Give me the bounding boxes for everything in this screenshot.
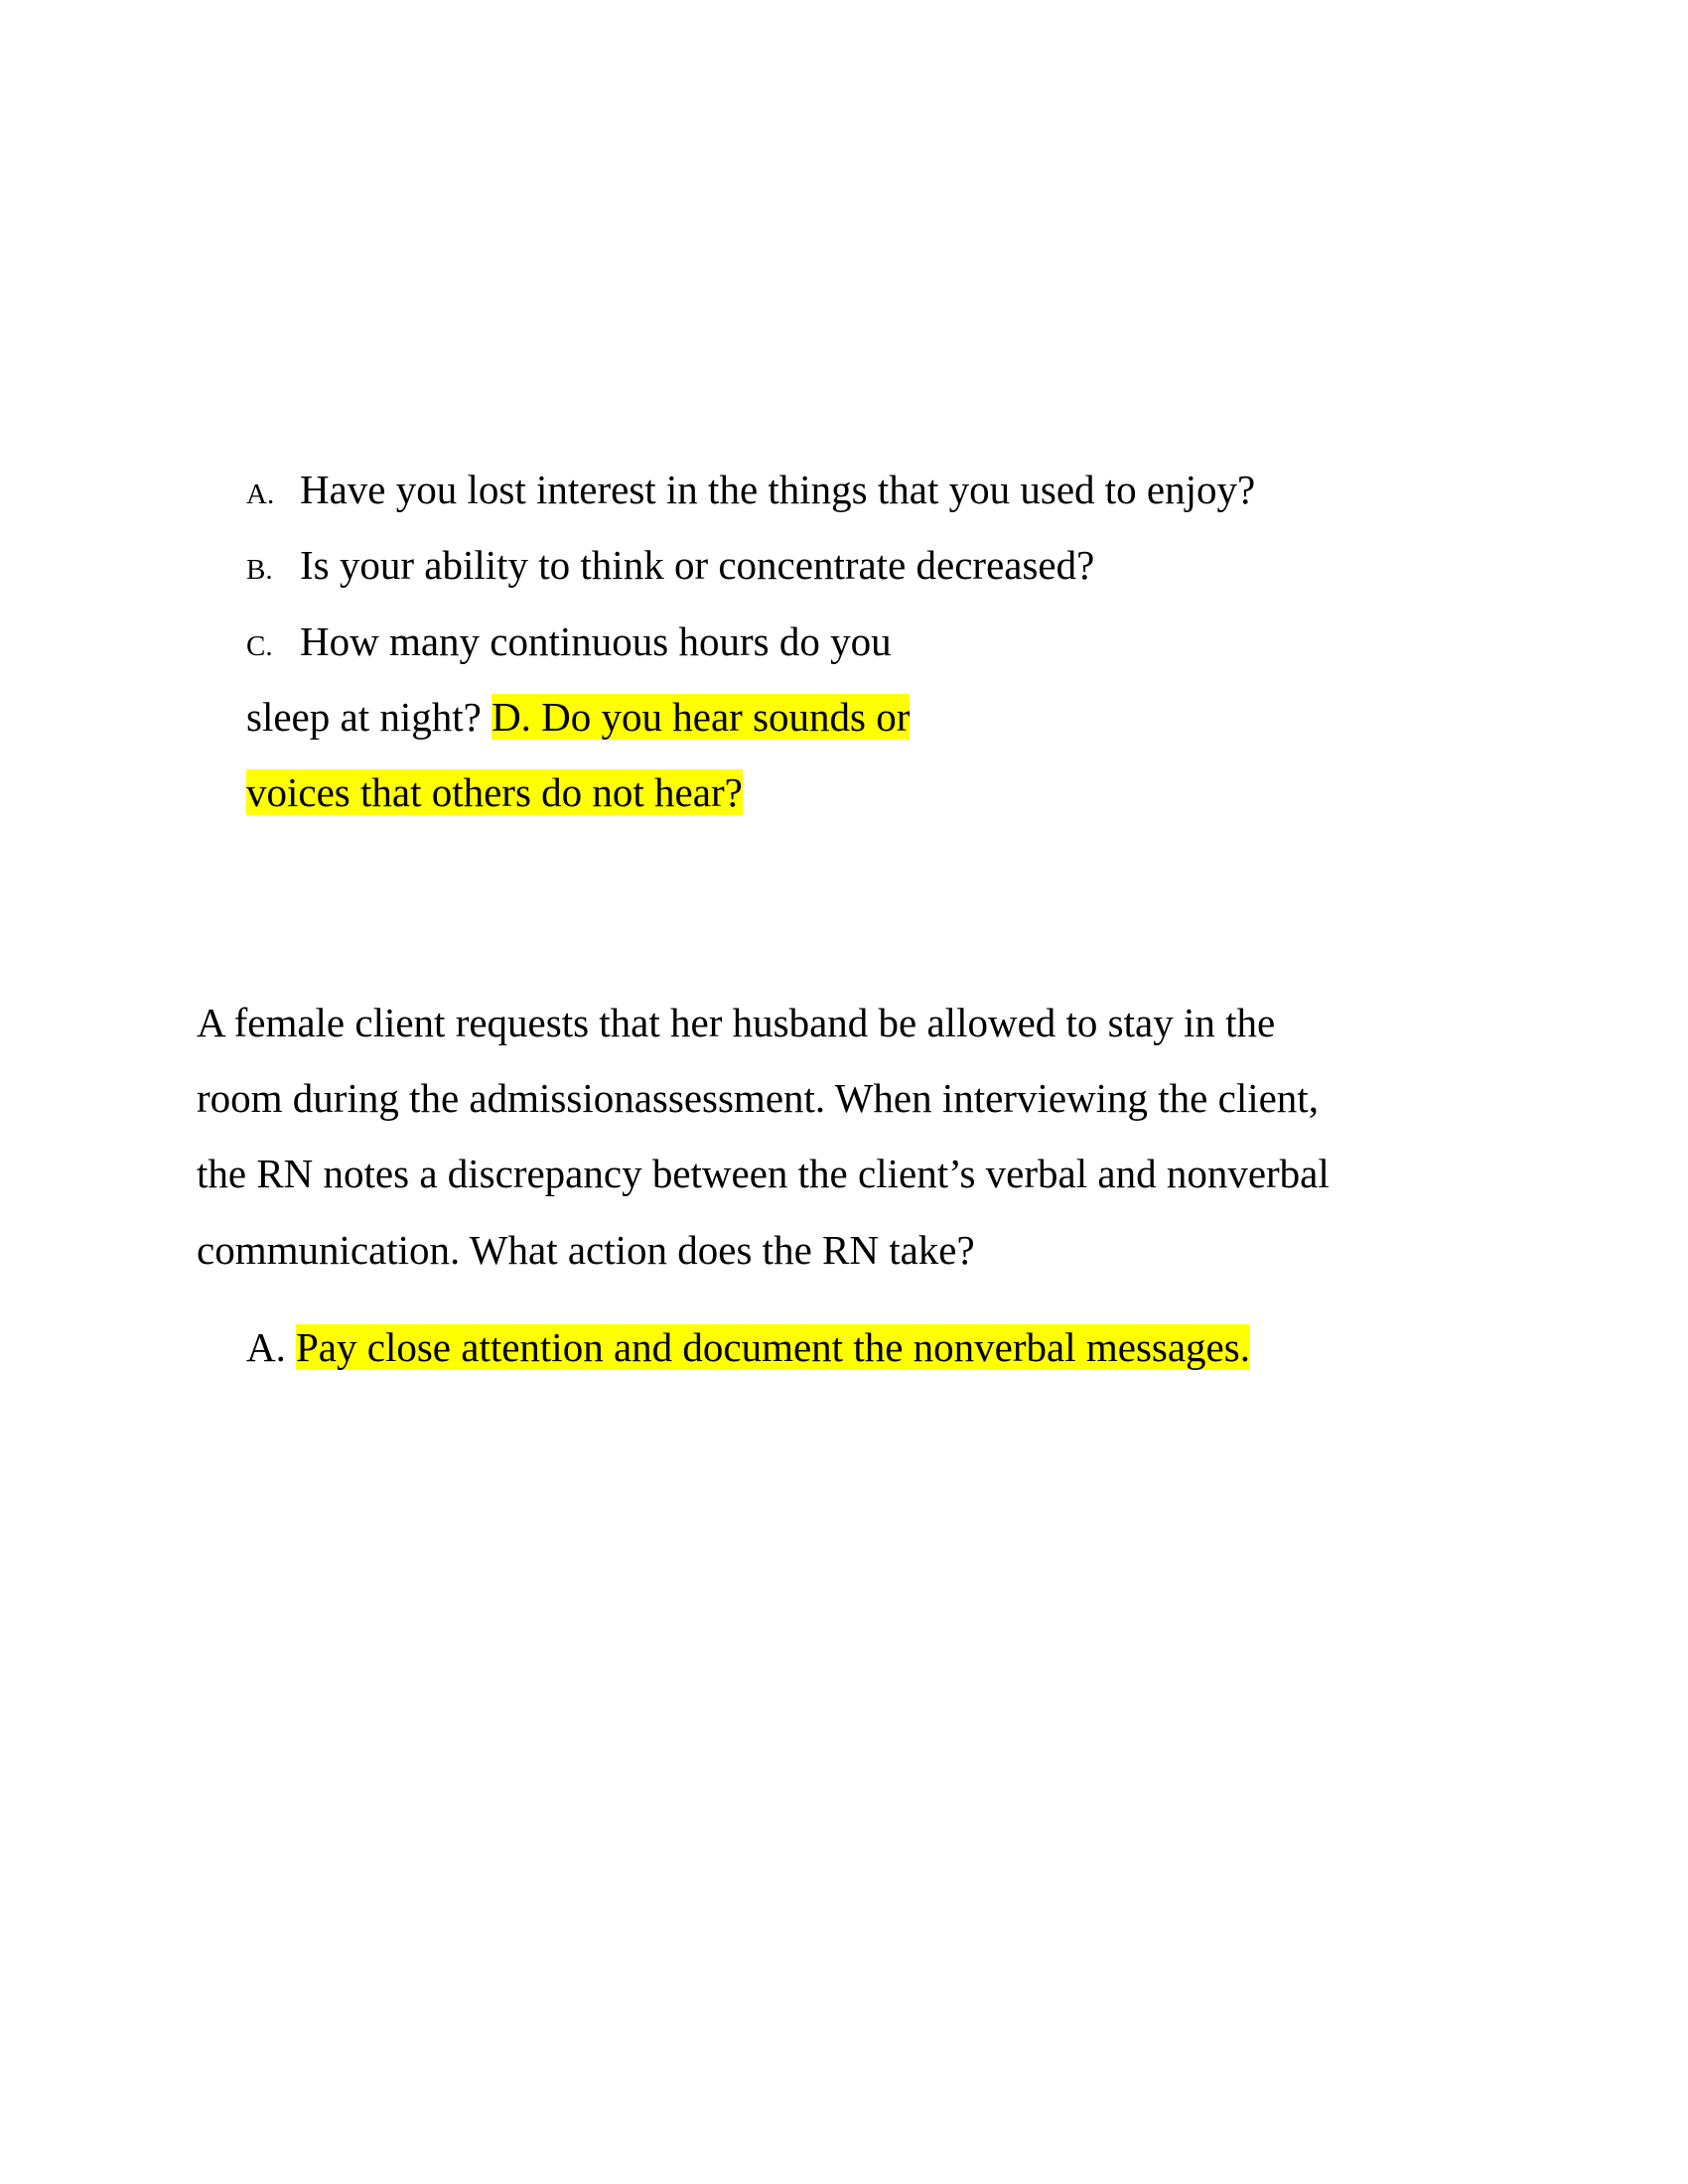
option-b (246, 537, 1094, 598)
option-a-marker: A. (246, 478, 275, 510)
question2-stem-line-4: communication. What action does the RN take? (197, 1227, 975, 1273)
option-a (246, 462, 1255, 522)
option-c-text: How many continuous hours do you (300, 618, 892, 664)
option-b-text: Is your ability to think or concentrate decreased? (300, 542, 1095, 588)
option-c-continued-text: sleep at night? (246, 694, 482, 740)
question2-stem-line-1: A female client requests that her husband be allowed to stay in the (197, 1000, 1276, 1045)
question2-stem-line-2: room during the admissionassessment. When interviewing the client, (197, 1075, 1319, 1121)
option-c-marker: C. (246, 630, 273, 662)
option-b-marker: B. (246, 554, 273, 586)
option-d-highlighted-part2: voices that others do not hear? (246, 769, 743, 815)
option-d-continued-line (246, 764, 743, 820)
option-a-text: Have you lost interest in the things that you used to enjoy? (300, 467, 1256, 512)
question2-answer-marker: A. (246, 1324, 286, 1370)
option-c (246, 614, 892, 674)
question2-stem-line-3: the RN notes a discrepancy between the client’s verbal and nonverbal (197, 1151, 1330, 1196)
question2-answer (246, 1319, 1250, 1375)
question2-answer-highlighted-text: Pay close attention and document the nonverbal messages. (296, 1324, 1250, 1370)
option-d-highlighted-part1: D. Do you hear sounds or (492, 694, 911, 740)
option-c-continued-line (246, 689, 910, 745)
